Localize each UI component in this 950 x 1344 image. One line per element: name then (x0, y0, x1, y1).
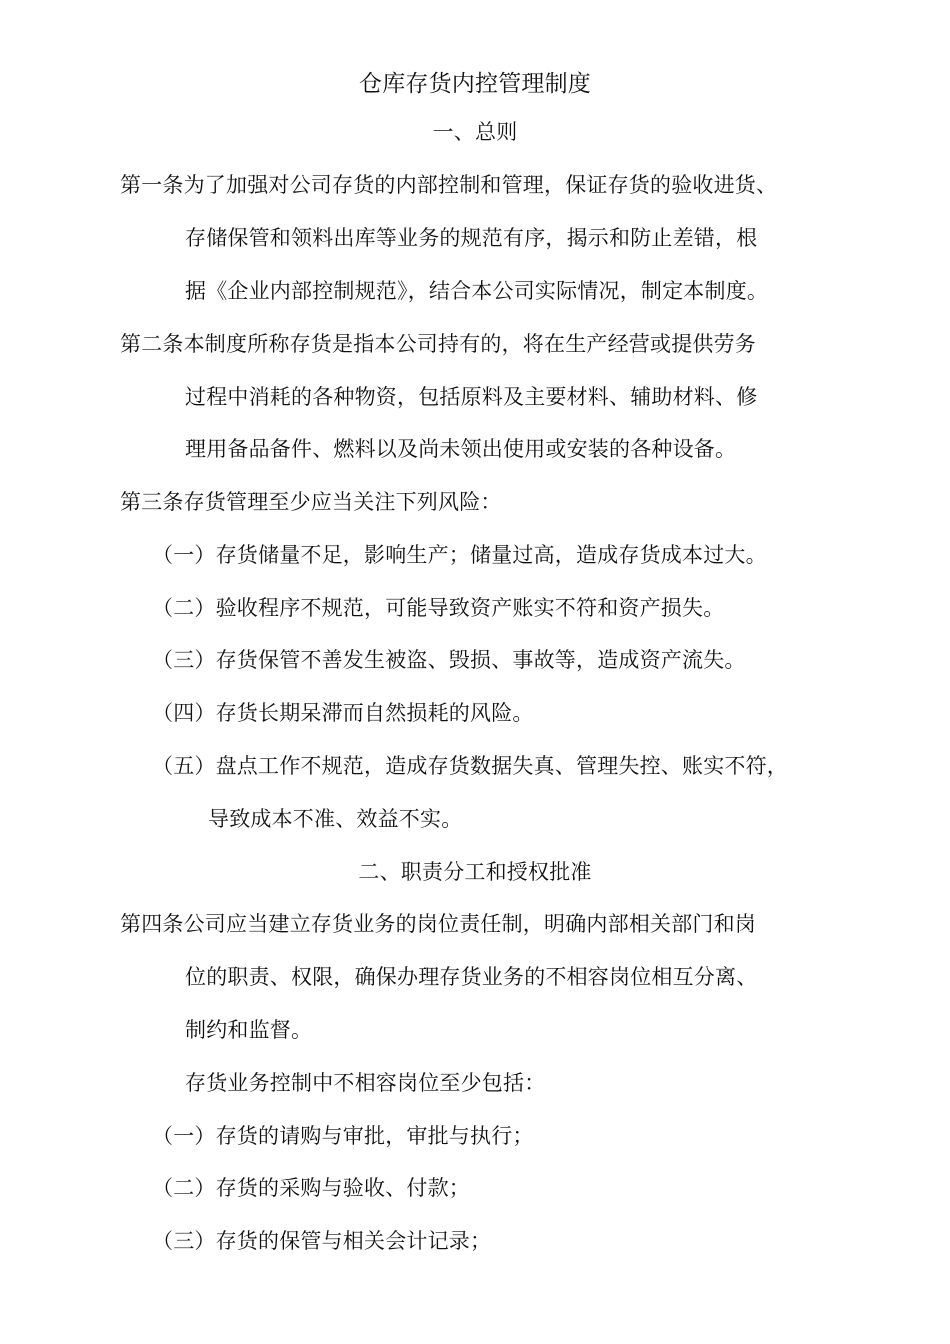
article-4-line-3: 制约和监督。 (185, 1018, 313, 1042)
incompatible-item-1: （一）存货的请购与审批，审批与执行； (152, 1124, 534, 1148)
risk-item-2: （二）验收程序不规范，可能导致资产账实不符和资产损失。 (152, 596, 725, 620)
section-heading-general: 一、总则 (432, 120, 518, 144)
article-2-line-3: 理用备品备件、燃料以及尚未领出使用或安装的各种设备。 (185, 437, 737, 461)
risk-item-3: （三）存货保管不善发生被盗、毁损、事故等，造成资产流失。 (152, 648, 746, 672)
article-4-line-2: 位的职责、权限，确保办理存货业务的不相容岗位相互分离、 (185, 965, 758, 989)
risk-item-1: （一）存货储量不足，影响生产；储量过高，造成存货成本过大。 (152, 543, 767, 567)
article-1-line-2: 存储保管和领料出库等业务的规范有序，揭示和防止差错，根 (185, 226, 758, 250)
section-heading-responsibilities: 二、职责分工和授权批准 (358, 860, 592, 884)
risk-item-5-continuation: 导致成本不准、效益不实。 (208, 807, 463, 831)
article-1-line-1: 第一条为了加强对公司存货的内部控制和管理，保证存货的验收进货、 (120, 173, 778, 197)
article-4-line-1: 第四条公司应当建立存货业务的岗位责任制，明确内部相关部门和岗 (120, 912, 756, 936)
article-3: 第三条存货管理至少应当关注下列风险： (120, 490, 502, 514)
document-title: 仓库存货内控管理制度 (359, 71, 591, 97)
risk-item-5: （五）盘点工作不规范，造成存货数据失真、管理失控、账实不符， (152, 754, 788, 778)
article-2-line-1: 第二条本制度所称存货是指本公司持有的，将在生产经营或提供劳务 (120, 332, 756, 356)
incompatible-positions-intro: 存货业务控制中不相容岗位至少包括： (185, 1071, 546, 1095)
article-2-line-2: 过程中消耗的各种物资，包括原料及主要材料、辅助材料、修 (185, 385, 758, 409)
risk-item-4: （四）存货长期呆滞而自然损耗的风险。 (152, 701, 534, 725)
article-1-line-3: 据《企业内部控制规范》，结合本公司实际情况，制定本制度。 (185, 279, 769, 303)
incompatible-item-2: （二）存货的采购与验收、付款； (152, 1176, 470, 1200)
incompatible-item-3: （三）存货的保管与相关会计记录； (152, 1229, 492, 1253)
